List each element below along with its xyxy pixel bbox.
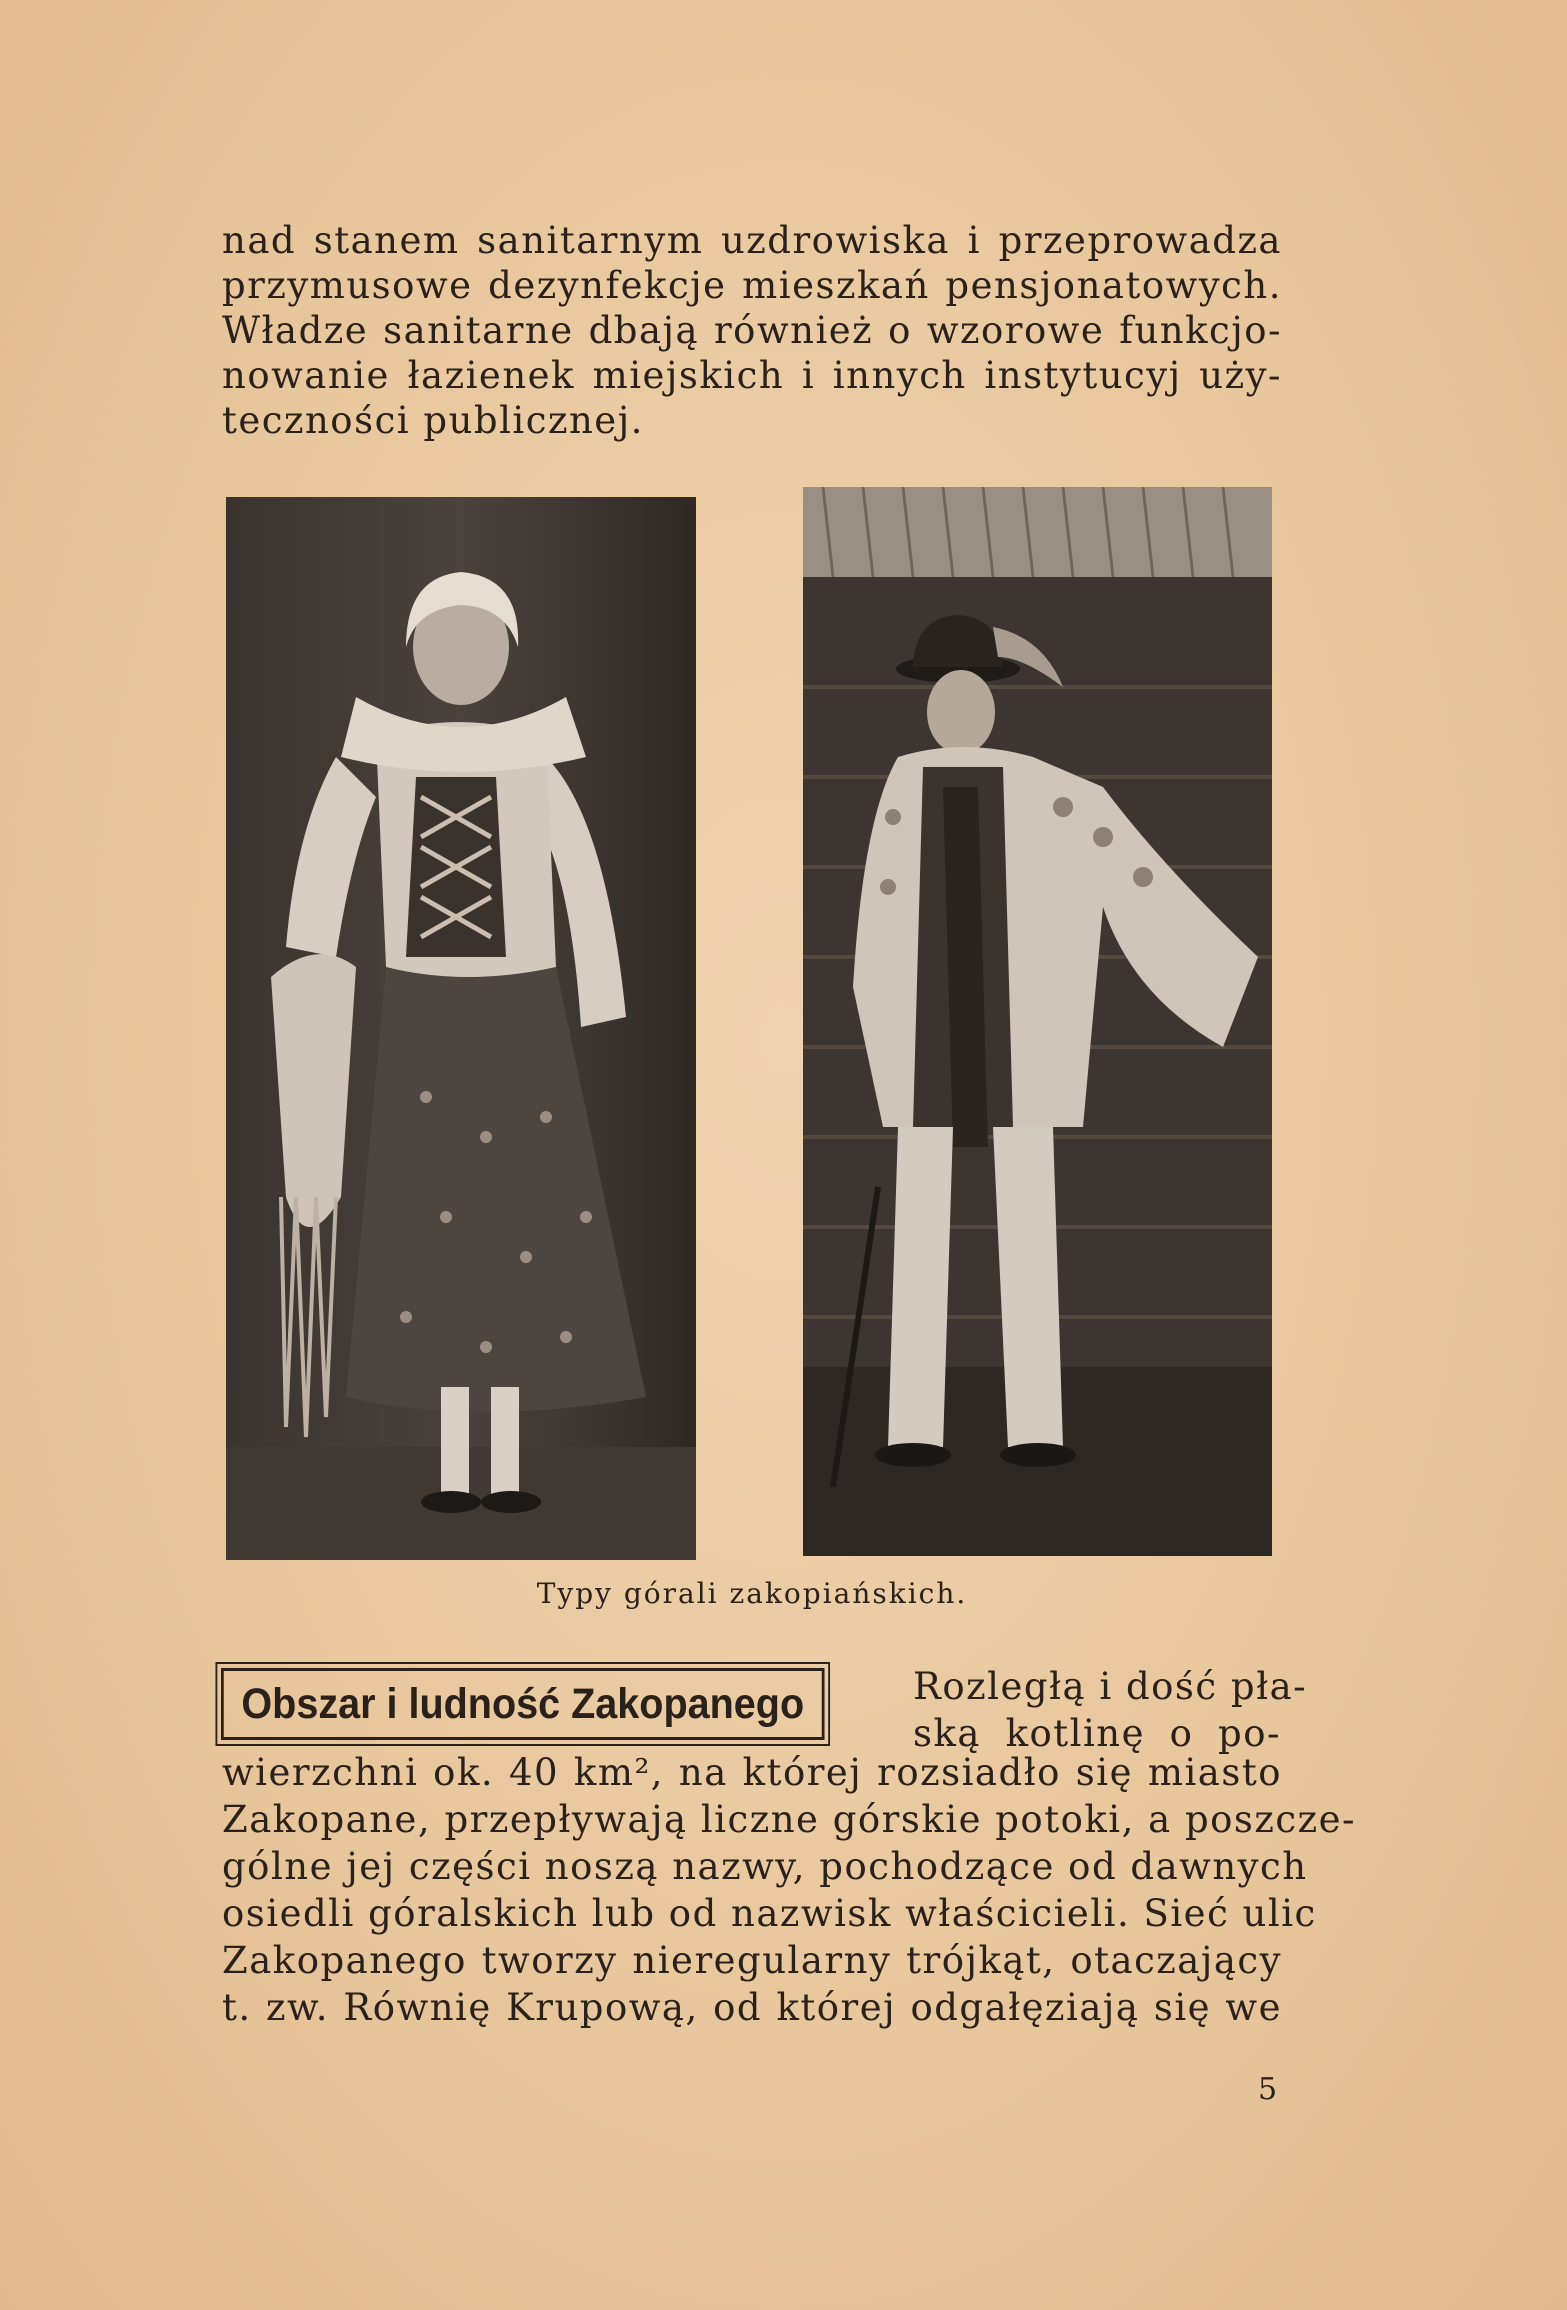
text-line: Władze sanitarne dbają również o wzorowe funkcjo-: [222, 309, 1282, 352]
text-line: osiedli góralskich lub od nazwisk właścicieli. Sieć ulic: [222, 1892, 1317, 1935]
section-intro-lines: [913, 1663, 1308, 1757]
photo-highlander-woman: [226, 497, 696, 1560]
page-number: 5: [1258, 2072, 1278, 2107]
text-line: nowanie łazienek miejskich i innych instytucyj uży-: [222, 354, 1282, 397]
text-line: Zakopane, przepływają liczne górskie potoki, a poszcze-: [222, 1798, 1357, 1841]
text-line: t. zw. Równię Krupową, od której odgałęziają się we: [222, 1986, 1282, 2029]
photo-caption: Typy górali zakopiańskich.: [536, 1577, 968, 1610]
text-line: ską kotlinę o po-: [913, 1712, 1281, 1755]
section-paragraph: [222, 1749, 1357, 2031]
text-line: gólne jej części noszą nazwy, pochodzące od dawnych: [222, 1845, 1308, 1888]
top-paragraph: [222, 218, 1282, 443]
text-line: Zakopanego tworzy nieregularny trójkąt, otaczający: [222, 1939, 1282, 1982]
text-line: teczności publicznej.: [222, 399, 644, 442]
text-line: Rozległą i dość pła-: [913, 1665, 1308, 1708]
photo-highlander-man: [803, 487, 1272, 1556]
text-line: nad stanem sanitarnym uzdrowiska i przeprowadza: [222, 219, 1282, 262]
section-heading: Obszar i ludność Zakopanego: [221, 1668, 825, 1740]
text-line: przymusowe dezynfekcje mieszkań pensjonatowych.: [222, 264, 1282, 307]
text-line: wierzchni ok. 40 km², na której rozsiadło się miasto: [222, 1751, 1282, 1794]
